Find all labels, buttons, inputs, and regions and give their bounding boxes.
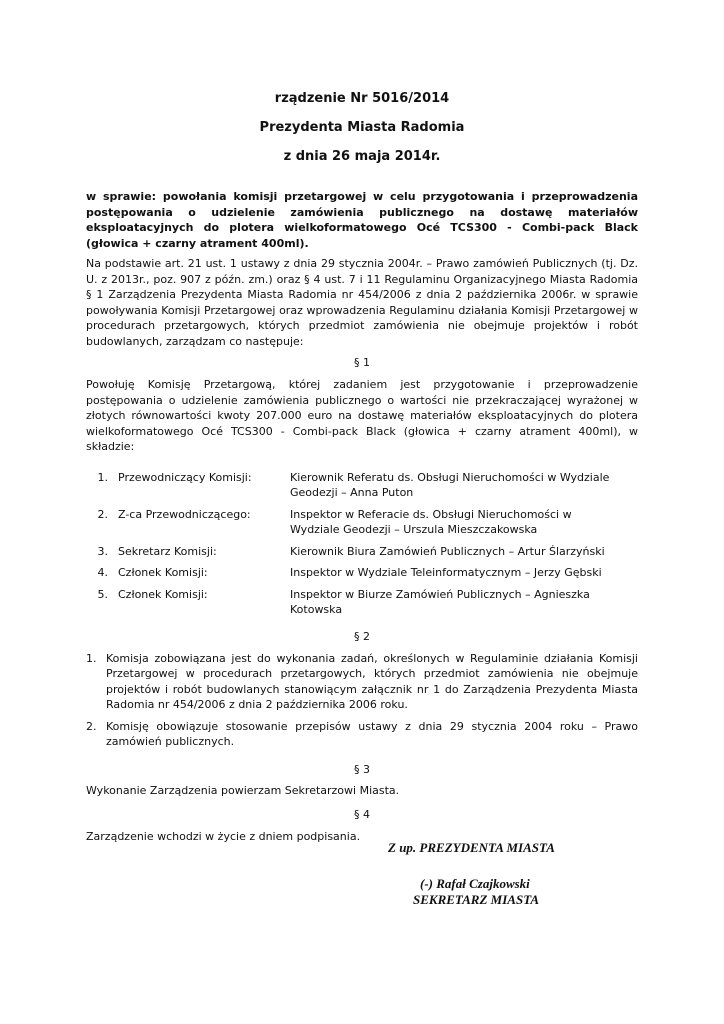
list-item-text: Komisję obowiązuje stosowanie przepisów ustawy z dnia 29 stycznia 2004 roku – Prawo zamówień publicznych. [106, 719, 638, 748]
document-date: z dnia 26 maja 2014r. [283, 149, 441, 164]
section-1-mark: § 1 [354, 356, 370, 369]
list-item-number: 2. [86, 719, 97, 733]
legal-basis-paragraph: Na podstawie art. 21 ust. 1 ustawy z dnia 29 stycznia 2004r. – Prawo zamówień Publicznych (tj. Dz. U. z 2013r., poz. 907 z późn. zm.) oraz § 4 ust. 7 i 11 Regulaminu Organizacyjnego Miasta Radomia § 1 Zarządzenia Prezydenta Miasta Radomia nr 454/2006 z dnia 2 października 2006r. w sprawie powoływania Komisji Przetargowej oraz wprowadzenia Regulaminu działania Komisji Przetargowej w procedurach przetargowych, których przedmiot zamówienia nie obejmuje projektów i robót budowlanych, zarządzam co następuje: [86, 257, 638, 348]
list-item [86, 719, 638, 750]
section-1-text: Powołuję Komisję Przetargową, której zadaniem jest przygotowanie i przeprowadzenie postępowania o udzielenie zamówienia publicznego o wartości nie przekraczającej wyrażonej w złotych równowartości kwoty 207.000 euro na dostawę materiałów eksploatacyjnych do plotera wielkoformatowego Océ TCS300 - Combi-pack Black (głowica + czarny atrament 400ml), w składzie: [86, 378, 638, 453]
signature-position: SEKRETARZ MIASTA [413, 892, 540, 907]
member-person: Inspektor w Referacie ds. Obsługi Nieruchomości w Wydziale Geodezji – Urszula Mieszczakowska [290, 507, 572, 536]
member-role: Członek Komisji: [118, 566, 208, 579]
member-person: Inspektor w Wydziale Teleinformatycznym – Jerzy Gębski [290, 566, 602, 579]
section-2-mark: § 2 [354, 629, 370, 643]
member-role: Przewodniczący Komisji: [118, 470, 252, 484]
signature-authorization: Z up. PREZYDENTA MIASTA [388, 840, 555, 855]
signature-name: (-) Rafał Czajkowski [420, 876, 530, 891]
document-title: rządzenie Nr 5016/2014 [274, 91, 450, 106]
issuer-title: Prezydenta Miasta Radomia [259, 120, 465, 135]
section-4-mark: § 4 [354, 808, 370, 821]
section-4-text: Zarządzenie wchodzi w życie z dniem podpisania. [86, 830, 361, 843]
list-item [86, 651, 638, 713]
section-3-mark: § 3 [354, 762, 370, 776]
member-number: 1. [97, 470, 108, 484]
member-row [86, 565, 638, 581]
commission-members-list [86, 470, 638, 618]
section-3-text: Wykonanie Zarządzenia powierzam Sekretarzowi Miasta. [86, 783, 400, 797]
member-role: Sekretarz Komisji: [118, 544, 217, 558]
member-number: 4. [97, 566, 108, 579]
subject-paragraph: w sprawie: powołania komisji przetargowej w celu przygotowania i przeprowadzenia postępowania o udzielenie zamówienia publicznego na dostawę materiałów eksploatacyjnych do plotera wielkoformatowego Océ TCS300 - Combi-pack Black (głowica + czarny atrament 400ml). [86, 190, 638, 250]
member-role: Członek Komisji: [118, 587, 208, 601]
member-person: Kierownik Referatu ds. Obsługi Nieruchomości w Wydziale Geodezji – Anna Puton [290, 470, 610, 499]
list-item-text: Komisja zobowiązana jest do wykonania zadań, określonych w Regulaminie działania Komisji Przetargowej w procedurach przetargowych, których przedmiot zamówienia nie obejmuje projektów i robót budowlanych stanowiącym załącznik nr 1 do Zarządzenia Prezydenta Miasta Radomia nr 454/2006 z dnia 2 października 2006 roku. [106, 651, 638, 711]
member-row [86, 587, 638, 618]
member-number: 5. [97, 587, 108, 601]
member-person: Kierownik Biura Zamówień Publicznych – Artur Ślarzyński [290, 544, 605, 558]
member-number: 3. [97, 544, 108, 558]
document-page [86, 0, 638, 845]
member-number: 2. [97, 507, 108, 521]
member-row [86, 544, 638, 560]
member-row [86, 507, 638, 538]
member-row [86, 470, 638, 501]
member-person: Inspektor w Biurze Zamówień Publicznych – Agnieszka Kotowska [290, 587, 590, 616]
section-2-list [86, 651, 638, 750]
member-role: Z-ca Przewodniczącego: [118, 507, 251, 521]
list-item-number: 1. [86, 651, 97, 665]
